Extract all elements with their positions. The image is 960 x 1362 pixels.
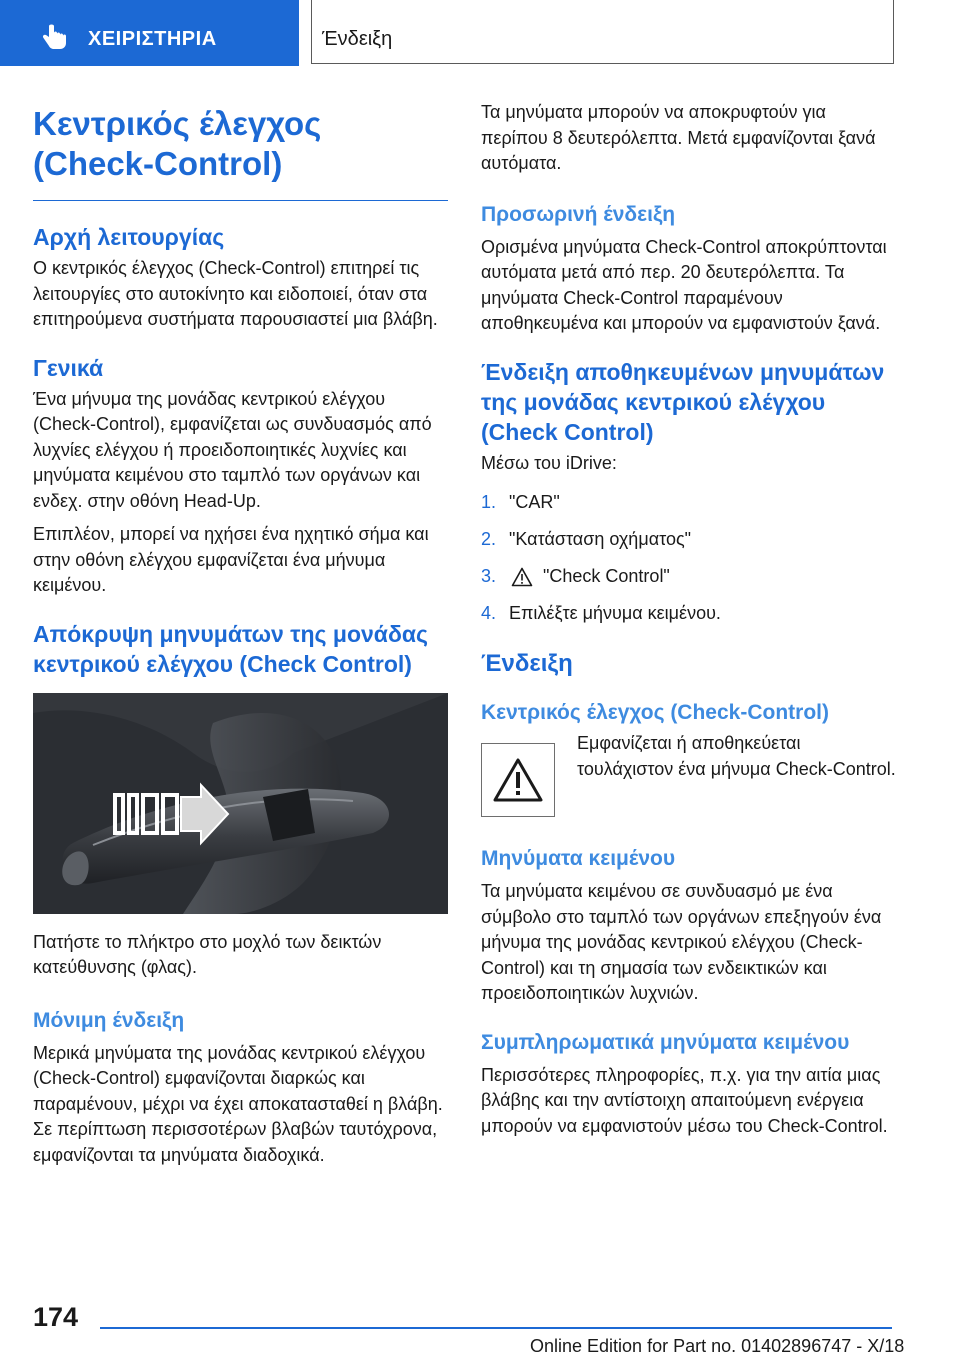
heading-text-messages: Μηνύματα κειμένου	[481, 847, 676, 870]
steps-list	[481, 490, 896, 626]
chapter-tab[interactable]	[0, 0, 299, 66]
step-number: 3.	[481, 566, 497, 586]
left-column	[33, 104, 448, 1168]
heading-supplementary: Συμπληρωματικά μηνύματα κειμένου	[481, 1030, 850, 1054]
step-text: "Κατάσταση οχήματος"	[509, 529, 692, 549]
heading-stored-messages: Ένδειξη αποθηκευμένων μηνυμάτων της μονάδας κεντρικού ελέγχου (Check Control)	[481, 358, 885, 445]
step-number: 2.	[481, 529, 497, 549]
warning-indicator-box	[481, 743, 555, 817]
list-item	[481, 490, 896, 515]
step-text: "Check Control"	[543, 566, 670, 586]
title-divider	[33, 200, 448, 201]
section-header-label: Ένδειξη	[322, 28, 393, 50]
warning-triangle-icon	[492, 757, 544, 803]
step-number: 4.	[481, 603, 497, 623]
text-hide-duration: Τα μηνύματα μπορούν να αποκρυφτούν για περίπου 8 δευτερόλεπτα. Μετά εμφανίζονται ξανά αυτόματα.	[481, 102, 876, 173]
right-column	[481, 100, 896, 1139]
step-number: 1.	[481, 492, 497, 512]
chapter-tab-label: ΧΕΙΡΙΣΤΗΡΙΑ	[88, 28, 217, 50]
turn-signal-lever-photo	[33, 693, 448, 914]
warning-triangle-icon	[511, 567, 533, 587]
text-principle: Ο κεντρικός έλεγχος (Check-Control) επιτηρεί τις λειτουργίες στο αυτοκίνητο και ειδοποιεί, όταν στα επιτηρούμενα συστήματα παρουσιαστεί μια βλάβη.	[33, 258, 438, 329]
text-general-2: Επιπλέον, μπορεί να ηχήσει ένα ηχητικό σήμα και στην οθόνη ελέγχου εμφανίζεται ένα μήνυμα κειμένου.	[33, 524, 429, 595]
hand-pointer-icon	[40, 24, 68, 50]
heading-temporary: Προσωρινή ένδειξη	[481, 202, 676, 226]
heading-permanent: Μόνιμη ένδειξη	[33, 1008, 185, 1032]
text-text-messages: Τα μηνύματα κειμένου σε συνδυασμό με ένα σύμβολο στο ταμπλό των οργάνων επεξηγούν ένα μήνυμα της μονάδας κεντρικού ελέγχου (Check-Control) και τη σημασία των ενδεικτικών και προειδοποιητικών λυχνιών.	[481, 881, 882, 1003]
step-text: "CAR"	[509, 492, 560, 512]
footer-edition: Online Edition for Part no. 01402896747 - X/18	[530, 1336, 905, 1356]
page-title: Κεντρικός έλεγχος (Check-Control)	[33, 105, 322, 182]
list-item	[481, 527, 896, 552]
step-text: Επιλέξτε μήνυμα κειμένου.	[509, 603, 721, 623]
text-idrive: Μέσω του iDrive:	[481, 452, 617, 473]
heading-indication: Ένδειξη	[481, 650, 573, 677]
text-permanent: Μερικά μηνύματα της μονάδας κεντρικού ελέγχου (Check-Control) εμφανίζονται διαρκώς και παραμένουν, μέχρι να έχει αποκατασταθεί η βλάβη. Σε περίπτωση περισσοτέρων βλαβών ταυτόχρονα, εμφανίζονται τα μηνύματα διαδοχικά.	[33, 1042, 443, 1165]
text-check-control: Εμφανίζεται ή αποθηκεύεται τουλάχιστον ένα μήνυμα Check-Control.	[577, 733, 896, 779]
heading-hide-messages: Απόκρυψη μηνυμάτων της μονάδας κεντρικού ελέγχου (Check Control)	[33, 620, 428, 677]
list-item	[481, 564, 896, 589]
turn-signal-lever-illustration	[33, 693, 448, 914]
page-number: 174	[33, 1302, 79, 1332]
check-control-indicator	[481, 733, 896, 817]
list-item	[481, 601, 896, 626]
text-supplementary: Περισσότερες πληροφορίες, π.χ. για την αιτία μιας βλάβης και την αντίστοιχη απαιτούμενη ενέργεια μπορούν να εμφανιστούν μέσω του Check-Control.	[481, 1064, 888, 1136]
text-temporary: Ορισμένα μηνύματα Check-Control αποκρύπτονται αυτόματα μετά από περ. 20 δευτερόλεπτα. Τα μηνύματα Check-Control παραμένουν αποθηκευμένα και μπορούν να εμφανιστούν ξανά.	[481, 236, 887, 333]
heading-principle: Αρχή λειτουργίας	[33, 224, 225, 250]
heading-check-control: Κεντρικός έλεγχος (Check-Control)	[481, 701, 829, 724]
photo-caption: Πατήστε το πλήκτρο στο μοχλό των δεικτών κατεύθυνσης (φλας).	[33, 931, 382, 977]
section-header	[311, 0, 894, 64]
text-general-1: Ένα μήνυμα της μονάδας κεντρικού ελέγχου (Check-Control), εμφανίζεται ως συνδυασμός από λυχνίες ελέγχου ή προειδοποιητικές λυχνίες και μηνύματα κειμένου στο ταμπλό των οργάνων και ενδεχ. στην οθόνη Head-Up.	[33, 388, 432, 511]
footer-divider	[100, 1327, 892, 1329]
heading-general: Γενικά	[33, 354, 104, 381]
